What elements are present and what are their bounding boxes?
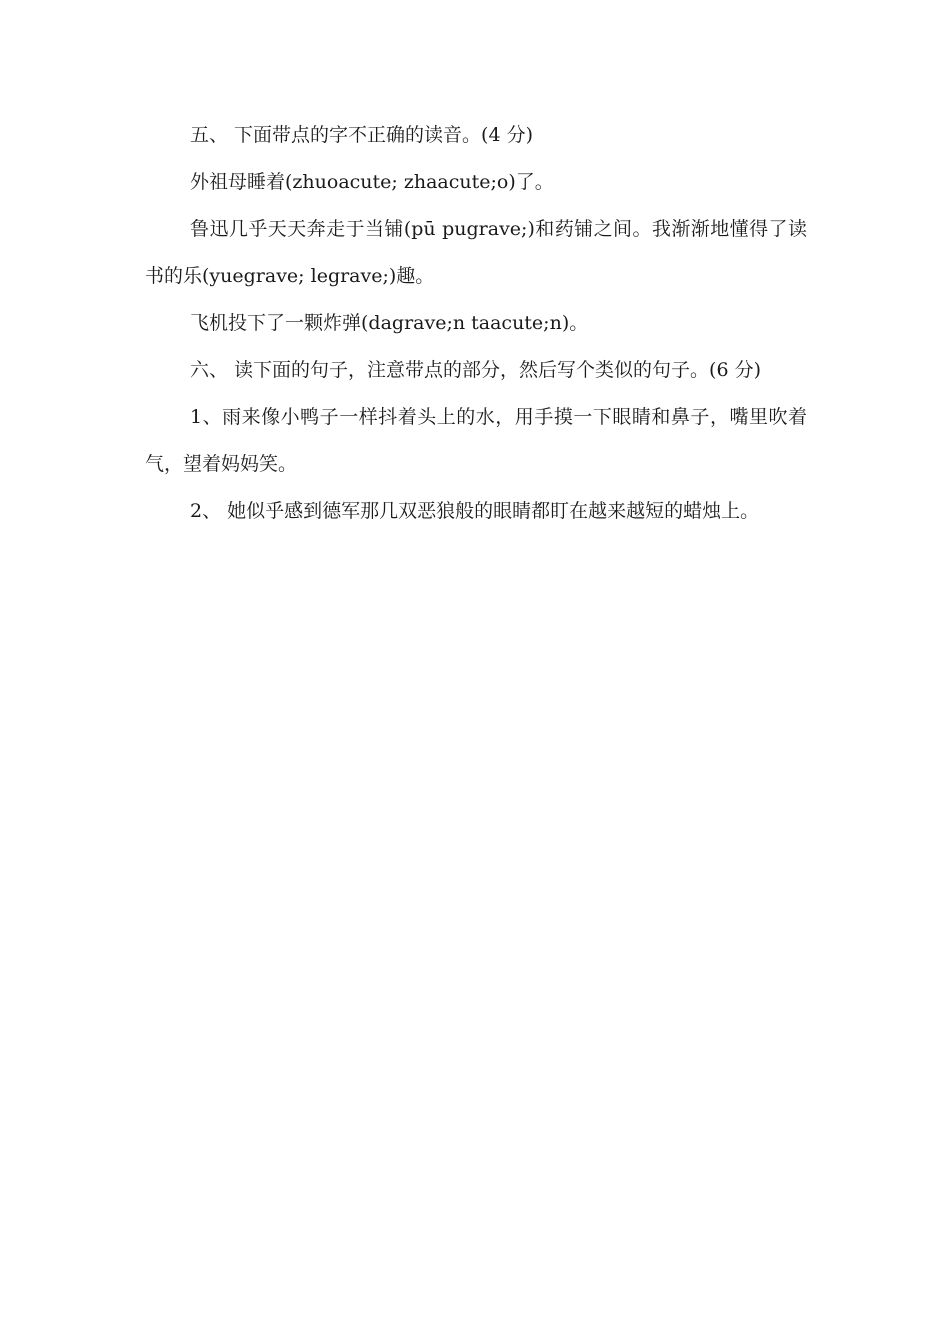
question-item-grandmother: 外祖母睡着(zhuoacute; zhaacute;o)了。	[190, 171, 554, 193]
example-sentence-1: 1、雨来像小鸭子一样抖着头上的水，用手摸一下眼睛和鼻子，嘴里吹着气，望着妈妈笑。	[145, 406, 807, 475]
question-item-luxun: 鲁迅几乎天天奔走于当铺(pū pugrave;)和药铺之间。我渐渐地懂得了读书的乐(yuegrave; legrave;)趣。	[145, 218, 807, 287]
section6-heading: 六、 读下面的句子，注意带点的部分，然后写个类似的句子。(6 分)	[190, 359, 761, 381]
example-sentence-2: 2、 她似乎感到德军那几双恶狼般的眼睛都盯在越来越短的蜡烛上。	[190, 500, 760, 522]
document-body	[145, 112, 807, 535]
section5-heading: 五、 下面带点的字不正确的读音。(4 分)	[190, 124, 533, 146]
question-item-plane: 飞机投下了一颗炸弹(dagrave;n taacute;n)。	[190, 312, 589, 334]
